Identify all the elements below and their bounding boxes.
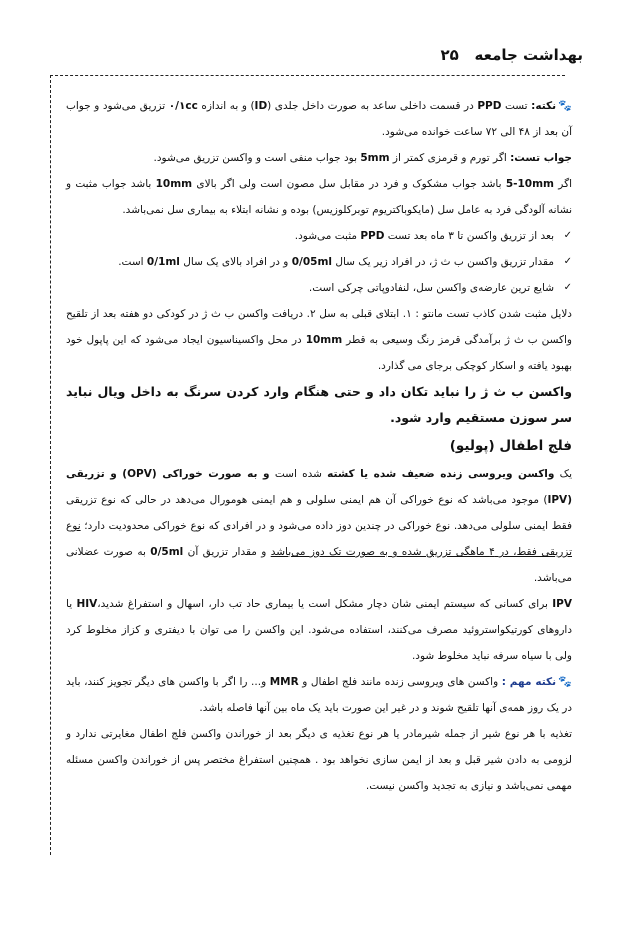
text: اگر تورم و قرمزی کمتر از	[389, 152, 511, 164]
dose-value: ۰/۱cc	[168, 100, 198, 112]
top-dashed-border	[50, 75, 565, 76]
text: بعد از تزریق واکسن تا ۳ ماه بعد تست	[384, 230, 554, 242]
bold-text: ) و تزریقی (	[66, 468, 572, 506]
false-positive-paragraph	[66, 301, 572, 379]
polio-vaccine-paragraph	[66, 461, 572, 591]
text: به صورت عضلانی می‌باشد.	[66, 546, 572, 584]
value-10mm: 10mm	[305, 334, 343, 346]
bullet-item-2	[66, 249, 572, 275]
text: و... را اگر با واکسن های دیگر تجویز کنند، باید در یک روز همه‌ی آنها تلقیح شوند و در غیر این صورت باید یک ماه بین آنها فاصله باشد.	[66, 676, 572, 714]
text: است.	[118, 256, 147, 268]
term-ppd: PPD	[360, 230, 385, 242]
text: بود جواب منفی است و واکسن تزریق می‌شود.	[153, 152, 361, 164]
header-title: بهداشت جامعه	[474, 46, 583, 64]
text: ) موجود می‌باشد که نوع خوراکی آن هم ایمنی سلولی و هم ایمنی هومورال می‌دهد در حالی که نوع تزریقی فقط ایمنی سلولی می‌دهد. نوع خوراکی در چندین دوز داده می‌شود و در افرادی که نوع خوراکی محدودیت دارد؛	[66, 494, 572, 532]
term-ipv: IPV	[552, 598, 572, 610]
text: یا داروهای کورتیکواستروئید مصرف می‌کنند، استفاده می‌شود. این واکسن را می توان با دیفتری و کزاز مخلوط کرد ولی با سیاه سرفه نباید مخلوط شود.	[66, 598, 572, 662]
paw-icon: 🐾	[558, 675, 572, 688]
text: باشد جواب مشکوک و فرد در مقابل سل مصون است ولی اگر بالای	[192, 178, 506, 190]
text: تزریق می‌شود و جواب آن بعد از ۴۸ الی ۷۲ ساعت خوانده می‌شود.	[66, 100, 572, 138]
term-mmr: MMR	[269, 676, 299, 688]
checkmark-icon: ✓	[563, 230, 572, 241]
test-result-paragraph	[66, 145, 572, 171]
bcg-warning-paragraph: واکسن ب ث ژ را نباید تکان داد و حتی هنگام وارد کردن سرنگ به داخل ویال نباید سر سوزن مستقیم وارد شود.	[66, 384, 572, 425]
section-heading-polio: فلج اطفال (پولیو)	[449, 438, 572, 454]
underlined-text: نوع تزریقی فقط، در ۴ ماهگی تزریق شده و به صورت تک دوز می‌باشد	[66, 520, 573, 558]
text: دلایل مثبت شدن کاذب تست مانتو : ۱. ابتلای قبلی به سل ۲. دریافت واکسن ب ث ژ در کودکی دو هفته بعد از تلقیح واکسن ب ث ژ برآمدگی قرمز رنگ وسیعی به قطر	[66, 308, 572, 346]
checkmark-icon: ✓	[563, 256, 572, 267]
text: در قسمت داخلی ساعد به صورت داخل جلدی (	[267, 100, 478, 112]
page-header	[441, 46, 583, 64]
page-number: ۲۵	[440, 46, 459, 64]
text: اگر	[554, 178, 572, 190]
text: شده است	[269, 468, 328, 480]
term-opv: OPV	[127, 468, 152, 480]
value-5mm: 5mm	[360, 152, 390, 164]
feeding-paragraph: تغذیه با هر نوع شیر از جمله شیرمادر یا هر نوع تغذیه ی دیگر بعد از خوراندن واکسن فلج اطفال مغایرتی ندارد و لزومی به دادن شیر قبل و بعد از ایمن سازی نخواهد بود . همچنین استفراغ مختصر پس از خوراندن واکسن مسئله مهمی نمی‌باشد و نیازی به تجدید واکسن نیست.	[66, 728, 572, 792]
important-note-paragraph	[66, 669, 572, 721]
left-dashed-border	[50, 75, 51, 855]
value-10mm: 10mm	[155, 178, 193, 190]
text: و مقدار تزریق آن	[183, 546, 271, 558]
text: مثبت می‌شود.	[294, 230, 361, 242]
text: واکسن های ویروسی زنده مانند فلج اطفال و	[298, 676, 502, 688]
bold-text: و به صورت خوراکی (	[151, 468, 270, 480]
note-ppd-paragraph	[66, 93, 572, 145]
text: در محل واکسیناسیون ایجاد می‌شود که این پاپول خود بهبود یافته و اسکار کوچکی برجای می گذارد.	[66, 334, 572, 372]
text: برای کسانی که سیستم ایمنی شان دچار مشکل است یا بیماری حاد تب دار، اسهال و استفراغ شدید،	[97, 598, 553, 610]
text: ) و به اندازه	[197, 100, 255, 112]
text: و در افراد بالای یک سال	[179, 256, 292, 268]
text: تست	[501, 100, 532, 112]
page-body	[66, 93, 572, 799]
term-id: ID	[254, 100, 268, 112]
result-label: جواب تست:	[510, 152, 572, 164]
text: یک	[554, 468, 573, 480]
bold-text: واکسن ویروسی زنده ضعیف شده یا کشته	[327, 468, 555, 480]
value-range: 5-10mm	[505, 178, 554, 190]
term-ppd: PPD	[477, 100, 502, 112]
ipv-usage-paragraph	[66, 591, 572, 669]
text: مقدار تزریق واکسن ب ث ژ، در افراد زیر یک سال	[332, 256, 554, 268]
result-range-paragraph	[66, 171, 572, 223]
text: باشد جواب مثبت و نشانه آلودگی فرد به عامل سل (مایکوباکتریوم توبرکلوزیس) بوده و نشانه ابتلاء به بیماری سل نمی‌باشد.	[66, 178, 572, 216]
bullet-item-1	[66, 223, 572, 249]
term-hiv: HIV	[76, 598, 98, 610]
dose-under-one: 0/05ml	[291, 256, 332, 268]
checkmark-icon: ✓	[563, 282, 572, 293]
paw-icon: 🐾	[558, 99, 572, 112]
text: شایع ترین عارضه‌ی واکسن سل، لنفادوپاتی چرکی است.	[308, 282, 554, 294]
dose-value: 0/5ml	[150, 546, 184, 558]
dose-over-one: 0/1ml	[146, 256, 180, 268]
important-note-label: نکته مهم :	[501, 676, 557, 688]
term-ipv: IPV	[547, 494, 568, 506]
bullet-item-3	[66, 275, 572, 301]
note-label: نکته:	[531, 100, 557, 112]
